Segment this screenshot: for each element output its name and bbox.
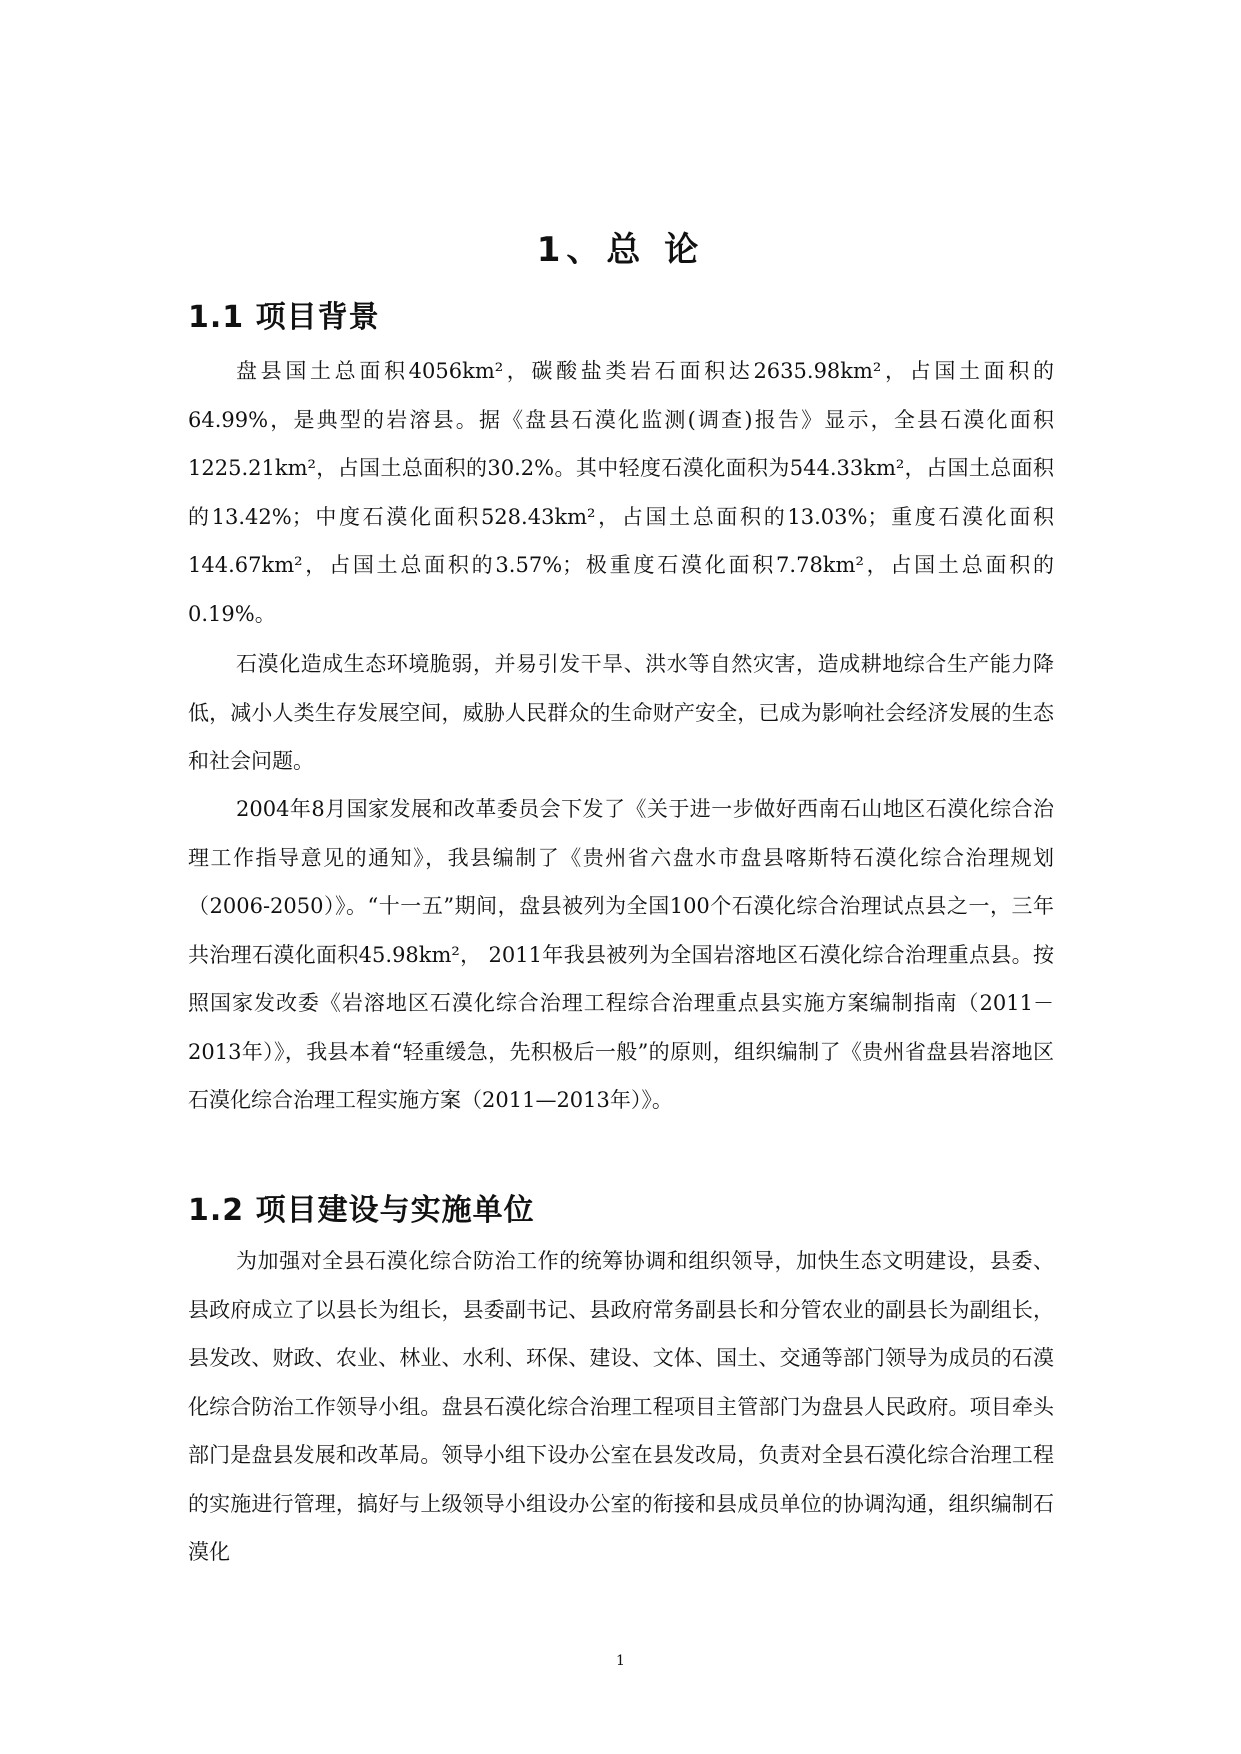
paragraph-area-statistics: 盘县国土总面积4056km²，碳酸盐类岩石面积达2635.98km²，占国土面积的64.99%，是典型的岩溶县。据《盘县石漠化监测(调查)报告》显示，全县石漠化面积1225.21km²，占国土总面积的30.2%。其中轻度石漠化面积为544.33km²，占国土总面积的13.42%；中度石漠化面积528.43km²，占国土总面积的13.03%；重度石漠化面积144.67km²，占国土总面积的3.57%；极重度石漠化面积7.78km²，占国土总面积的0.19%。 <box>188 359 1054 626</box>
chapter-title: 1、总 论 <box>536 230 705 270</box>
section-heading-implementation: 1.2 项目建设与实施单位 <box>188 1193 535 1228</box>
page-number: 1 <box>616 1653 625 1669</box>
paragraph-leadership: 为加强对全县石漠化综合防治工作的统筹协调和组织领导，加快生态文明建设，县委、县政府成立了以县长为组长，县委副书记、县政府常务副县长和分管农业的副县长为副组长，县发改、财政、农业、林业、水利、环保、建设、文体、国土、交通等部门领导为成员的石漠化综合防治工作领导小组。盘县石漠化综合治理工程项目主管部门为盘县人民政府。项目牵头部门是盘县发展和改革局。领导小组下设办公室在县发改局，负责对全县石漠化综合治理工程的实施进行管理，搞好与上级领导小组设办公室的衔接和县成员单位的协调沟通，组织编制石漠化 <box>188 1249 1054 1564</box>
paragraph-impact: 石漠化造成生态环境脆弱，并易引发干旱、洪水等自然灾害，造成耕地综合生产能力降低，减小人类生存发展空间，威胁人民群众的生命财产安全，已成为影响社会经济发展的生态和社会问题。 <box>188 652 1054 773</box>
section-heading-background: 1.1 项目背景 <box>188 300 380 335</box>
paragraph-policy-history: 2004年8月国家发展和改革委员会下发了《关于进一步做好西南石山地区石漠化综合治理工作指导意见的通知》，我县编制了《贵州省六盘水市盘县喀斯特石漠化综合治理规划（2006-2050）》。“十一五”期间，盘县被列为全国100个石漠化综合治理试点县之一，三年共治理石漠化面积45.98km²， 2011年我县被列为全国岩溶地区石漠化综合治理重点县。按照国家发改委《岩溶地区石漠化综合治理工程综合治理重点县实施方案编制指南（2011－2013年）》，我县本着“轻重缓急，先积极后一般”的原则，组织编制了《贵州省盘县岩溶地区石漠化综合治理工程实施方案（2011—2013年）》。 <box>188 797 1054 1112</box>
